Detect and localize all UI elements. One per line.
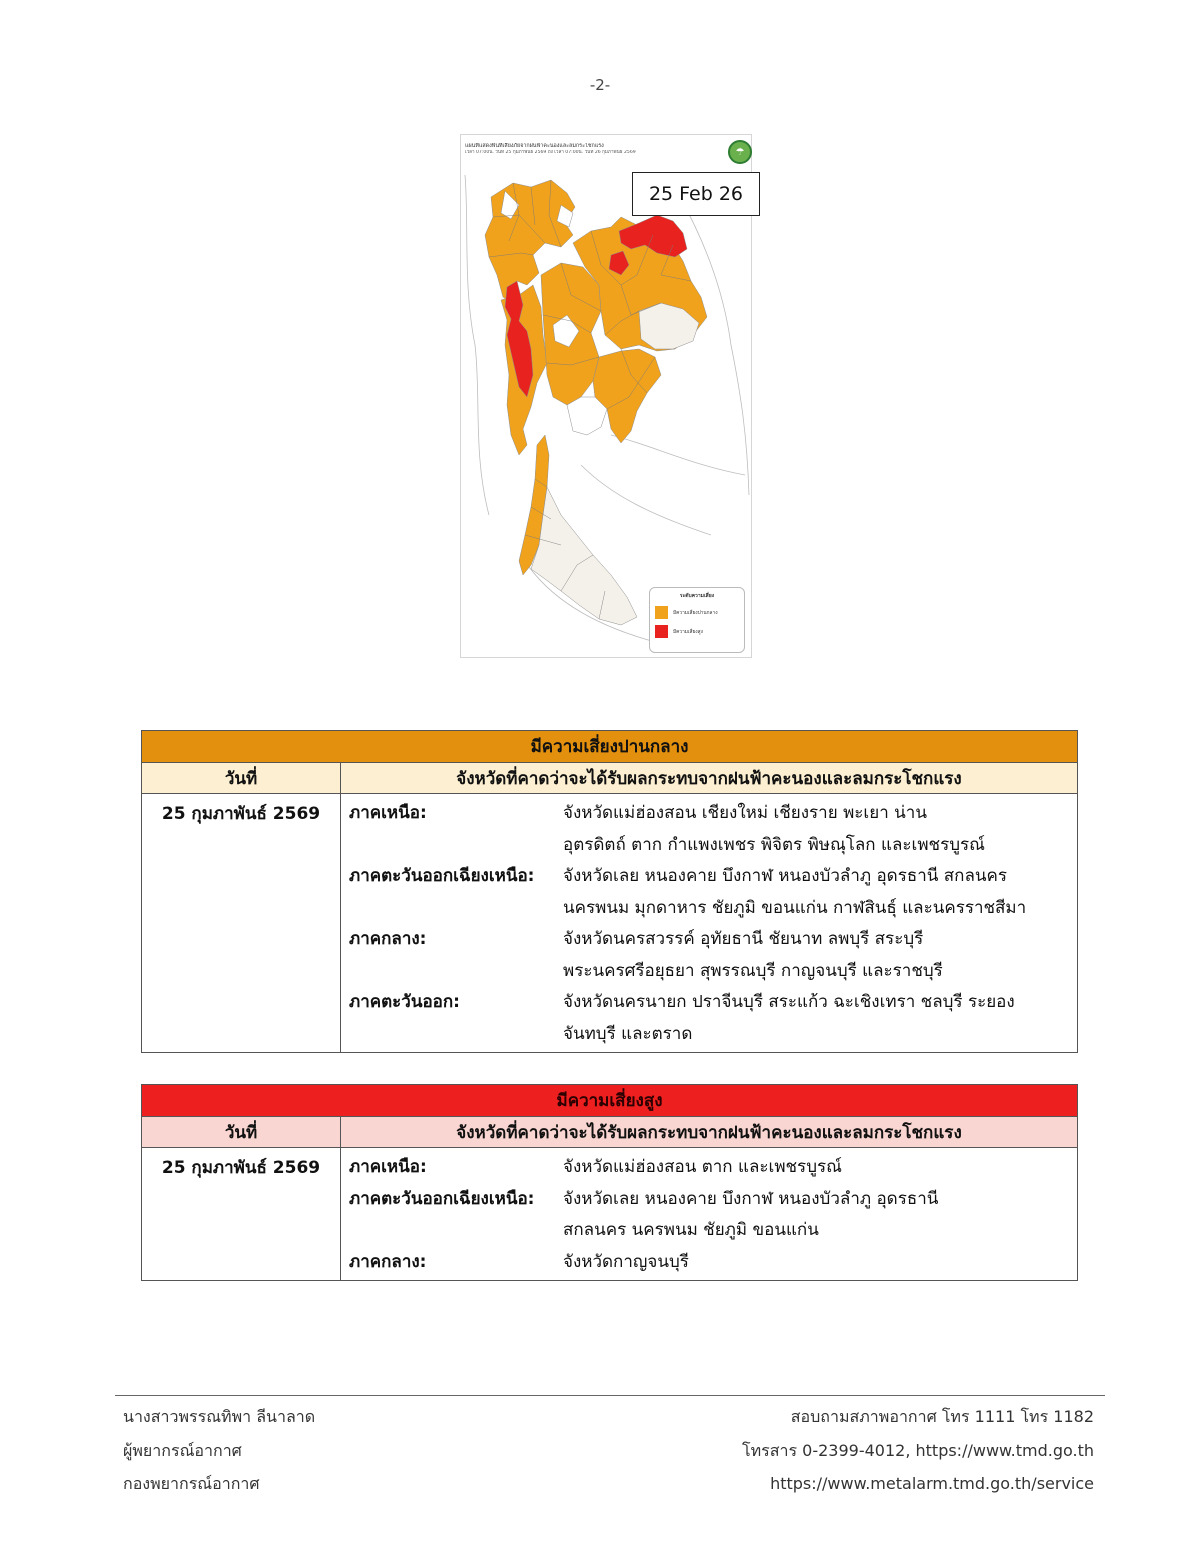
regions-cell [341, 1148, 1078, 1281]
region-name: ภาคตะวันออกเฉียงเหนือ: [349, 866, 535, 886]
map-subtitle: เวลา 07:00น. วันที่ 25 กุมภาพันธ์ 2569 ถึง เวลา 07:00น. วันที่ 26 กุมภาพันธ์ 2569 [465, 150, 636, 155]
forecaster-name: นางสาวพรรณทิพา ลีนาลาด [123, 1407, 316, 1426]
high-risk-table [141, 1084, 1078, 1281]
region-provinces [563, 924, 1069, 987]
table-title: มีความเสี่ยงสูง [142, 1085, 1078, 1117]
contact-fax-website[interactable]: โทรสาร 0-2399-4012, https://www.tmd.go.th [742, 1440, 1094, 1460]
column-header-date: วันที่ [142, 763, 341, 794]
column-header-provinces: จังหวัดที่คาดว่าจะได้รับผลกระทบจากฝนฟ้าคะนองและลมกระโชกแรง [341, 763, 1078, 794]
region-name: ภาคตะวันออก: [349, 992, 460, 1012]
footer-divider [115, 1395, 1105, 1396]
region-provinces [563, 861, 1069, 924]
map-title: แผนที่แสดงพื้นที่เสี่ยงภัยจากฝนฟ้าคะนองและลมกระโชกแรง [465, 143, 604, 149]
province-line: จังหวัดเลย หนองคาย บึงกาฬ หนองบัวลำภู อุดรธานี [563, 1188, 939, 1209]
footer-signature [123, 1400, 543, 1501]
province-line: จังหวัดนครนายก ปราจีนบุรี สระแก้ว ฉะเชิงเทรา ชลบุรี ระยอง [563, 992, 1015, 1012]
table-row [142, 1148, 1078, 1281]
province-line: จังหวัดนครสวรรค์ อุทัยธานี ชัยนาท ลพบุรี สระบุรี [563, 929, 924, 949]
regions-cell [341, 794, 1078, 1053]
region-name: ภาคกลาง: [349, 929, 427, 949]
legend-swatch-moderate [655, 606, 668, 619]
region-row [349, 924, 1069, 987]
region-row [349, 861, 1069, 924]
region-provinces [563, 1184, 1069, 1247]
region-name: ภาคเหนือ: [349, 1157, 427, 1177]
tmd-logo-icon: ☂ [728, 140, 752, 164]
table-row [142, 794, 1078, 1053]
region-name: ภาคตะวันออกเฉียงเหนือ: [349, 1188, 535, 1209]
map-date-label: 25 Feb 26 [632, 172, 760, 216]
legend-item [655, 625, 739, 638]
region-row [349, 1152, 1069, 1184]
map-header [465, 143, 727, 156]
forecaster-division: กองพยากรณ์อากาศ [123, 1474, 260, 1493]
province-line: จันทบุรี และตราด [563, 1023, 693, 1044]
region-name: ภาคเหนือ: [349, 803, 427, 823]
contact-metalarm-link[interactable]: https://www.metalarm.tmd.go.th/service [770, 1474, 1094, 1493]
province-line: พระนครศรีอยุธยา สุพรรณบุรี กาญจนบุรี และราชบุรี [563, 960, 943, 981]
region-south-none [531, 487, 637, 625]
footer-contact [574, 1400, 1094, 1501]
gulf-area [567, 397, 607, 435]
province-line: นครพนม มุกดาหาร ชัยภูมิ ขอนแก่น กาฬสินธุ์ และนครราชสีมา [563, 897, 1027, 918]
moderate-risk-table [141, 730, 1078, 1053]
region-provinces [563, 1152, 1069, 1184]
forecaster-title: ผู้พยากรณ์อากาศ [123, 1440, 242, 1460]
column-header-date: วันที่ [142, 1117, 341, 1148]
province-line: จังหวัดกาญจนบุรี [563, 1251, 689, 1272]
province-line: จังหวัดแม่ฮ่องสอน ตาก และเพชรบูรณ์ [563, 1157, 842, 1177]
region-provinces [563, 987, 1069, 1050]
column-header-provinces: จังหวัดที่คาดว่าจะได้รับผลกระทบจากฝนฟ้าคะนองและลมกระโชกแรง [341, 1117, 1078, 1148]
province-line: จังหวัดเลย หนองคาย บึงกาฬ หนองบัวลำภู อุดรธานี สกลนคร [563, 866, 1008, 886]
legend-title: ระดับความเสี่ยง [679, 593, 715, 599]
region-name: ภาคกลาง: [349, 1251, 427, 1272]
province-line: อุตรดิตถ์ ตาก กำแพงเพชร พิจิตร พิษณุโลก และเพชรบูรณ์ [563, 834, 985, 855]
legend-label: มีความเสี่ยงปานกลาง [673, 610, 718, 616]
legend-label: มีความเสี่ยงสูง [673, 629, 703, 635]
province-line: จังหวัดแม่ฮ่องสอน เชียงใหม่ เชียงราย พะเยา น่าน [563, 803, 927, 823]
province-line: สกลนคร นครพนม ชัยภูมิ ขอนแก่น [563, 1220, 819, 1240]
page-number: -2- [589, 76, 611, 94]
contact-phone: สอบถามสภาพอากาศ โทร 1111 โทร 1182 [790, 1407, 1094, 1426]
map-legend [649, 587, 745, 653]
date-cell: 25 กุมภาพันธ์ 2569 [142, 794, 341, 1053]
table-title: มีความเสี่ยงปานกลาง [142, 731, 1078, 763]
legend-item [655, 606, 739, 619]
region-provinces [563, 1247, 1069, 1279]
region-row [349, 798, 1069, 861]
risk-map-figure [460, 134, 752, 658]
date-cell: 25 กุมภาพันธ์ 2569 [142, 1148, 341, 1281]
region-provinces [563, 798, 1069, 861]
region-row [349, 987, 1069, 1050]
region-row [349, 1184, 1069, 1247]
region-row [349, 1247, 1069, 1279]
legend-swatch-high [655, 625, 668, 638]
